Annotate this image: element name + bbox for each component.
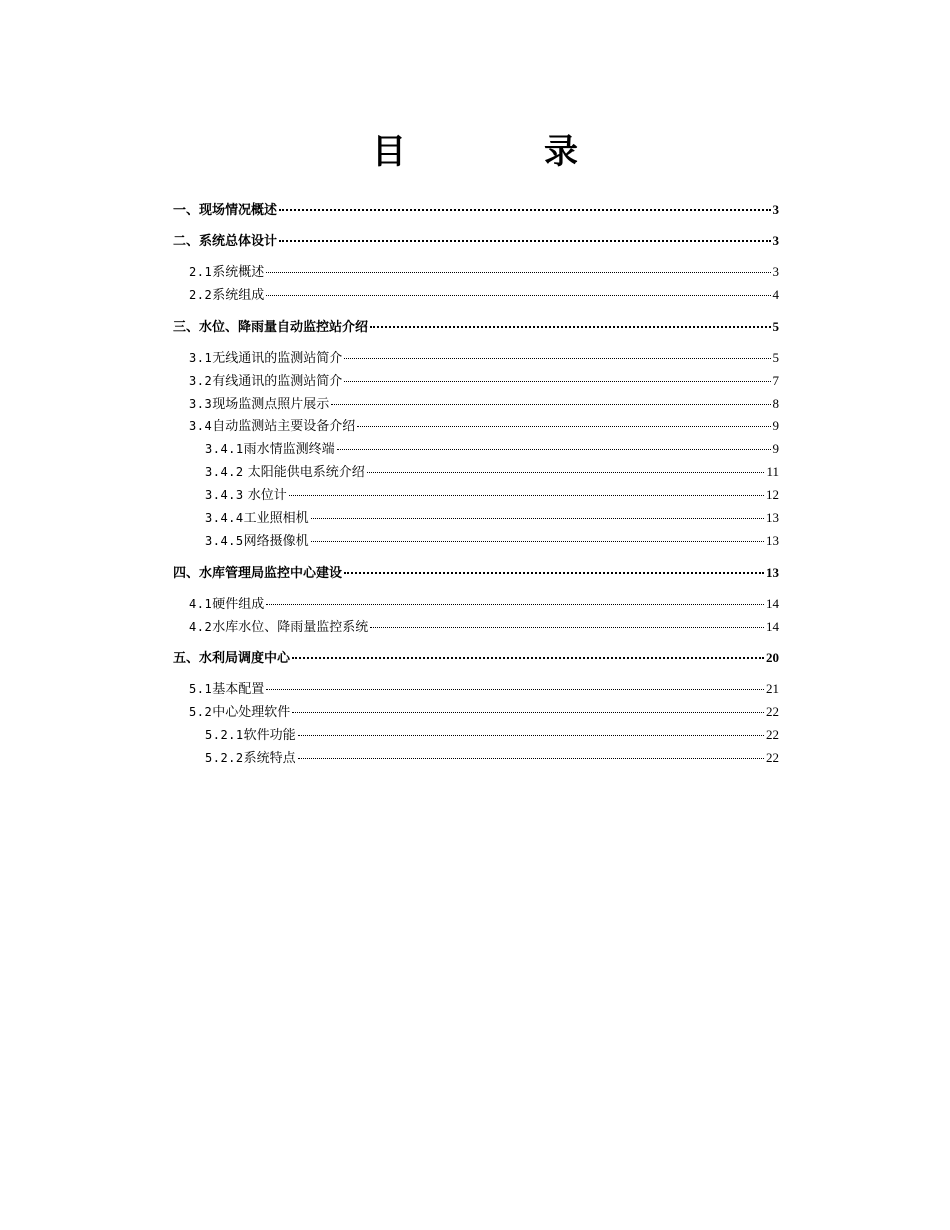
toc-entry-number: 3.2	[189, 374, 213, 388]
toc-entry-page-number: 14	[766, 596, 779, 611]
toc-entry-number: 5.2.1	[205, 728, 244, 742]
toc-entry[interactable]	[205, 463, 779, 481]
toc-entry[interactable]	[189, 703, 779, 721]
toc-entry-label: 中心处理软件	[212, 705, 291, 720]
toc-entry-label: 一、现场情况概述	[173, 203, 278, 218]
toc-dot-leader	[370, 626, 764, 628]
toc-entry[interactable]	[205, 509, 779, 527]
toc-entry-label: 水库水位、降雨量监控系统	[212, 620, 369, 635]
toc-dot-leader	[266, 271, 770, 273]
toc-dot-leader	[279, 239, 770, 242]
toc-title: 目 录	[372, 132, 630, 172]
toc-entry-label: 四、水库管理局监控中心建设	[173, 566, 343, 581]
toc-entry-number: 3.4.3	[205, 488, 244, 502]
toc-entry-label: 硬件组成	[212, 597, 265, 612]
toc-entry-label: 二、系统总体设计	[173, 234, 278, 249]
toc-entry-page-number: 20	[766, 650, 779, 665]
toc-entry[interactable]	[189, 395, 779, 413]
toc-entry-page-number: 21	[766, 681, 779, 696]
toc-entry[interactable]	[173, 201, 779, 219]
toc-entry-number: 3.3	[189, 397, 213, 411]
toc-dot-leader	[337, 448, 771, 450]
toc-entry-number: 5.1	[189, 682, 213, 696]
toc-entry-label: 现场监测点照片展示	[212, 397, 330, 412]
toc-dot-leader	[266, 603, 764, 605]
toc-entry-heading	[173, 202, 277, 220]
toc-entry-label: 有线通讯的监测站简介	[212, 374, 343, 389]
toc-entry-label: 系统特点	[243, 751, 296, 766]
toc-entry-page-number: 9	[772, 441, 779, 456]
toc-entry-heading	[189, 286, 264, 305]
toc-entry-page-number: 3	[772, 264, 779, 279]
toc-entry-label: 水位计	[243, 488, 287, 503]
toc-entry-number: 2.2	[189, 288, 213, 302]
toc-entry-page-number: 4	[772, 287, 779, 302]
toc-entry[interactable]	[189, 417, 779, 435]
toc-entry-number: 3.4.1	[205, 442, 244, 456]
toc-dot-leader	[266, 688, 764, 690]
toc-entry-label: 雨水情监测终端	[243, 442, 335, 457]
toc-entry-heading	[173, 233, 277, 251]
toc-entry-heading	[173, 565, 342, 583]
toc-entry-heading	[189, 395, 329, 414]
toc-entry-page-number: 13	[766, 565, 779, 580]
toc-entry-page-number: 5	[772, 319, 779, 334]
toc-entry-heading	[205, 509, 309, 528]
toc-entry-number: 4.1	[189, 597, 213, 611]
toc-entry-page-number: 11	[766, 464, 779, 479]
toc-entry[interactable]	[205, 726, 779, 744]
toc-entry-label: 系统概述	[212, 265, 265, 280]
toc-dot-leader	[298, 734, 764, 736]
toc-dot-leader	[289, 494, 764, 496]
toc-entry-heading	[189, 595, 264, 614]
toc-entry-page-number: 22	[766, 727, 779, 742]
toc-entry[interactable]	[189, 680, 779, 698]
toc-entry-page-number: 3	[772, 202, 779, 217]
toc-entry[interactable]	[189, 263, 779, 281]
toc-entry-heading	[189, 618, 368, 637]
toc-entry-label: 三、水位、降雨量自动监控站介绍	[173, 320, 369, 335]
toc-entry[interactable]	[173, 649, 779, 667]
toc-entry[interactable]	[173, 232, 779, 250]
toc-entry[interactable]	[189, 349, 779, 367]
toc-dot-leader	[266, 294, 770, 296]
toc-entry-heading	[189, 349, 342, 368]
toc-entry[interactable]	[189, 286, 779, 304]
toc-entry-page-number: 22	[766, 704, 779, 719]
toc-entry[interactable]	[189, 372, 779, 390]
toc-dot-leader	[357, 425, 770, 427]
toc-entry-label: 基本配置	[212, 682, 265, 697]
toc-entry-heading	[173, 650, 290, 668]
toc-entry[interactable]	[205, 532, 779, 550]
toc-dot-leader	[292, 656, 764, 659]
toc-entry-label: 工业照相机	[243, 511, 309, 526]
toc-entry-heading	[205, 726, 296, 745]
toc-entry-page-number: 5	[772, 350, 779, 365]
toc-entry-number: 4.2	[189, 620, 213, 634]
toc-entry-label: 太阳能供电系统介绍	[243, 465, 365, 480]
toc-entry-heading	[205, 749, 296, 768]
toc-entry-number: 3.4	[189, 419, 213, 433]
toc-dot-leader	[298, 757, 764, 759]
toc-entry[interactable]	[205, 749, 779, 767]
toc-entry[interactable]	[205, 486, 779, 504]
toc-entry-heading	[205, 440, 335, 459]
toc-entry-page-number: 3	[772, 233, 779, 248]
toc-entry-page-number: 13	[766, 510, 779, 525]
toc-entry-label: 自动监测站主要设备介绍	[212, 419, 356, 434]
toc-entry-heading	[189, 372, 342, 391]
toc-dot-leader	[292, 711, 764, 713]
toc-entry-label: 系统组成	[212, 288, 265, 303]
toc-entry-number: 3.1	[189, 351, 213, 365]
toc-dot-leader	[370, 325, 770, 328]
toc-entry-page-number: 7	[772, 373, 779, 388]
toc-dot-leader	[344, 380, 770, 382]
toc-entry-heading	[189, 263, 264, 282]
toc-entry-page-number: 8	[772, 396, 779, 411]
toc-entry-heading	[205, 486, 287, 505]
toc-dot-leader	[344, 571, 764, 574]
toc-entry-page-number: 14	[766, 619, 779, 634]
toc-entry-heading	[173, 319, 368, 337]
toc-entry-page-number: 12	[766, 487, 779, 502]
toc-dot-leader	[367, 471, 765, 473]
toc-dot-leader	[279, 208, 770, 211]
toc-entry[interactable]	[205, 440, 779, 458]
toc-entry-number: 3.4.2	[205, 465, 244, 479]
toc-entry-heading	[205, 532, 309, 551]
toc-entry-page-number: 9	[772, 418, 779, 433]
toc-entry-page-number: 13	[766, 533, 779, 548]
toc-entry-label: 网络摄像机	[243, 534, 309, 549]
toc-entry-number: 5.2.2	[205, 751, 244, 765]
toc-dot-leader	[344, 357, 770, 359]
toc-dot-leader	[331, 403, 770, 405]
toc-entry[interactable]	[173, 564, 779, 582]
toc-entry-label: 软件功能	[243, 728, 296, 743]
toc-entry-heading	[189, 703, 290, 722]
toc-entry-label: 无线通讯的监测站简介	[212, 351, 343, 366]
toc-entry[interactable]	[189, 618, 779, 636]
toc-entry-label: 五、水利局调度中心	[173, 651, 291, 666]
toc-dot-leader	[311, 517, 764, 519]
toc-entry-number: 2.1	[189, 265, 213, 279]
toc-entry-heading	[205, 463, 365, 482]
toc-entry-number: 3.4.4	[205, 511, 244, 525]
toc-entry[interactable]	[189, 595, 779, 613]
toc-entry-number: 5.2	[189, 705, 213, 719]
toc-dot-leader	[311, 540, 764, 542]
toc-entry-number: 3.4.5	[205, 534, 244, 548]
toc-entry[interactable]	[173, 318, 779, 336]
toc-entry-heading	[189, 417, 355, 436]
toc-entry-page-number: 22	[766, 750, 779, 765]
toc-entry-heading	[189, 680, 264, 699]
